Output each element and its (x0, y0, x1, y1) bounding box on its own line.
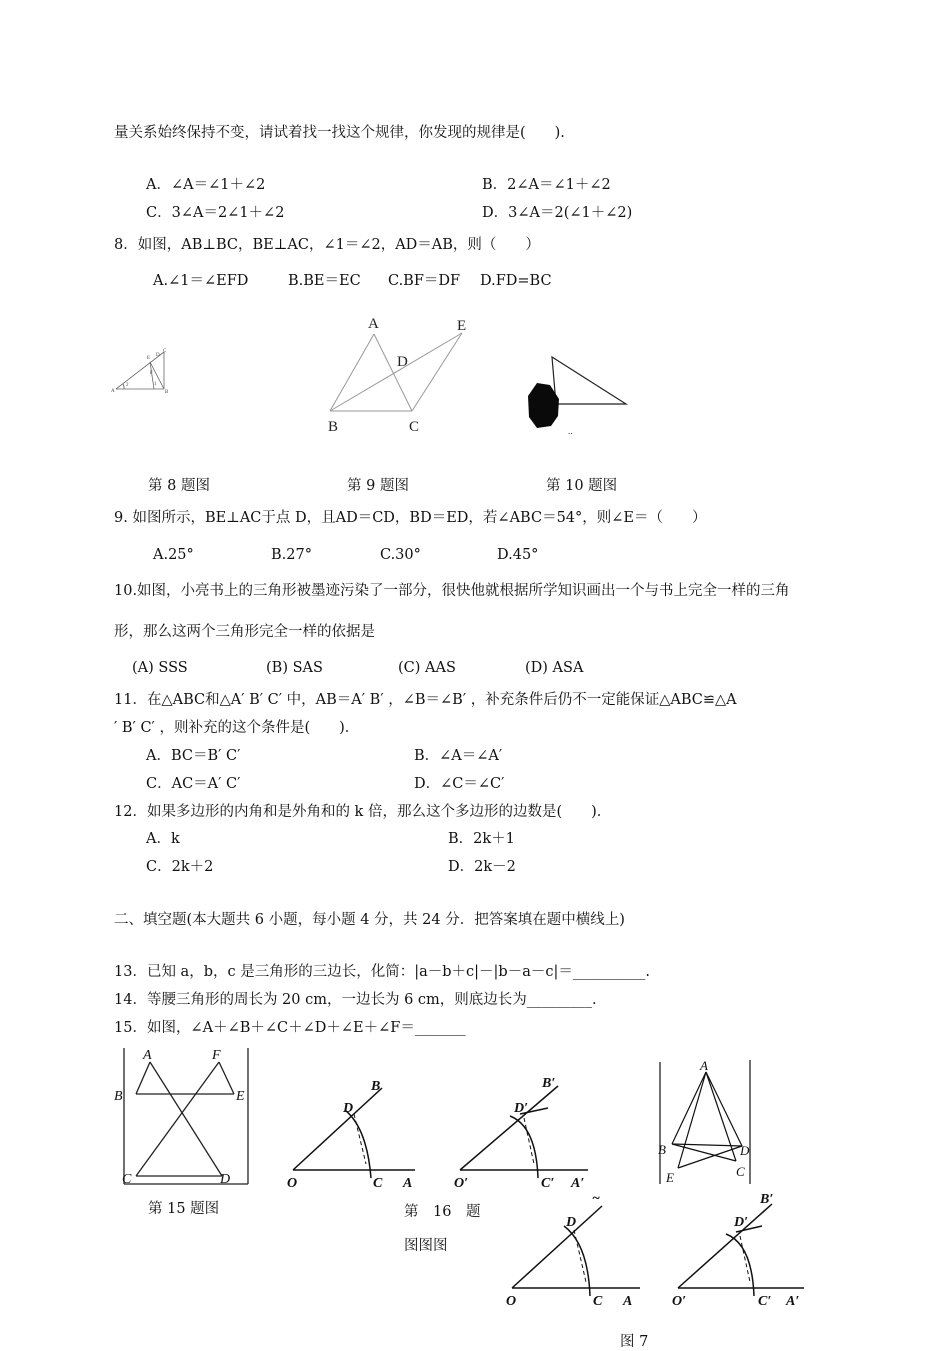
q8-option-c: C.BF＝DF (388, 273, 461, 289)
fig9-label-d: D (397, 354, 408, 370)
construction-2 (450, 1074, 595, 1192)
c3-mark: ~ (592, 1191, 600, 1206)
fig8-label-d: D (156, 353, 160, 358)
q11-option-d: D．∠C＝∠C′ (414, 776, 505, 792)
q9-option-b: B.27° (271, 547, 312, 563)
c1-label-a: A (403, 1176, 413, 1191)
fig9-label-c: C (409, 419, 420, 435)
fig15-label-e: E (236, 1089, 245, 1104)
c1-label-c: C (373, 1176, 383, 1191)
q9-stem: 9. 如图所示，BE⊥AC于点 D，且AD＝CD，BD＝ED，若∠ABC＝54°，则∠E＝（ ） (114, 510, 707, 526)
fig8-label-a: A (111, 389, 115, 394)
q9-option-a: A.25° (153, 547, 194, 563)
q14-text: 14．等腰三角形的周长为 20 cm，一边长为 6 cm，则底边长为_________. (114, 992, 597, 1008)
fig15-label-a: A (143, 1048, 152, 1063)
fig16-caption-line1: 第 16 题 (404, 1204, 481, 1220)
c4-label-c: C′ (758, 1294, 772, 1309)
figae-label-d: D (740, 1143, 750, 1158)
q11-stem-line2: ′ B′ C′ ，则补充的这个条件是( )． (114, 720, 360, 736)
fig8-label-b: B (165, 390, 169, 395)
q10-stem-line1: 10.如图，小亮书上的三角形被墨迹污染了一部分，很快他就根据所学知识画出一个与书上完全一样的三角 (114, 583, 790, 599)
q9-option-c: C.30° (380, 547, 421, 563)
fig15-label-b: B (114, 1089, 123, 1104)
q9-option-d: D.45° (497, 547, 539, 563)
fig15-label-d: D (220, 1172, 231, 1187)
fig8-label-1: 1 (154, 382, 157, 387)
c2-label-b: B′ (542, 1076, 556, 1091)
c1-label-o: O (287, 1176, 298, 1191)
figure-10 (525, 352, 635, 440)
q12-option-c: C．2k＋2 (146, 859, 214, 875)
fig8-label-f: F (150, 371, 153, 376)
q10-option-d: (D) ASA (525, 660, 584, 676)
c3-label-a: A (623, 1294, 633, 1309)
q10-option-a: (A) SSS (132, 660, 188, 676)
c2-label-c: C′ (541, 1176, 555, 1191)
fig15-label-c: C (122, 1172, 132, 1187)
fig8-label-2: 2 (126, 383, 129, 388)
c3-label-c: C (593, 1294, 603, 1309)
q7-stem: 量关系始终保持不变，请试着找一找这个规律，你发现的规律是( ). (114, 125, 565, 141)
q8-option-a: A.∠1＝∠EFD (153, 273, 249, 289)
construction-1 (285, 1074, 425, 1192)
figae-label-b: B (658, 1142, 666, 1157)
construction-3 (500, 1192, 645, 1310)
fig8-caption: 第 8 题图 (148, 478, 210, 494)
q15-text: 15．如图，∠A＋∠B＋∠C＋∠D＋∠E＋∠F＝_______ (114, 1020, 466, 1036)
q11-stem-line1: 11．在△ABC和△A′ B′ C′ 中，AB＝A′ B′ ，∠B＝∠B′ ，补充条件后仍不一定能保证△ABC≌△A (114, 692, 737, 708)
fig9-label-e: E (457, 318, 467, 334)
q12-stem: 12．如果多边形的内角和是外角和的 k 倍，那么这个多边形的边数是( )． (114, 804, 612, 820)
figae-label-c: C (736, 1164, 745, 1179)
q10-stem-line2: 形，那么这两个三角形完全一样的依据是 (114, 624, 375, 640)
fig8-label-c: C (163, 349, 167, 354)
fig15-label-f: F (212, 1048, 221, 1063)
fig16-caption-line2: 图图图 (404, 1238, 448, 1254)
fig9-label-a: A (368, 316, 379, 332)
fig10-caption: 第 10 题图 (546, 478, 618, 494)
c2-label-o: O′ (454, 1176, 469, 1191)
fig9-label-b: B (328, 419, 339, 435)
q7-option-c: C．3∠A＝2∠1＋∠2 (146, 205, 285, 221)
section2-heading: 二、填空题(本大题共 6 小题，每小题 4 分，共 24 分．把答案填在题中横线上) (114, 912, 625, 928)
c2-label-d: D′ (514, 1101, 529, 1116)
figure-overlapping-triangles (652, 1056, 757, 1188)
c1-label-b: B (371, 1079, 381, 1094)
c3-label-o: O (506, 1294, 517, 1309)
c4-label-b: B′ (760, 1192, 774, 1207)
q10-option-b: (B) SAS (266, 660, 323, 676)
q12-option-b: B．2k＋1 (448, 831, 515, 847)
figae-label-e: E (666, 1170, 674, 1185)
figure-9 (320, 310, 480, 438)
q12-option-a: A．k (146, 831, 180, 847)
c1-label-d: D (343, 1101, 354, 1116)
q11-option-c: C．AC＝A′ C′ (146, 776, 241, 792)
fig10-mark: .. (568, 426, 573, 436)
fig9-caption: 第 9 题图 (347, 478, 409, 494)
q11-option-b: B．∠A＝∠A′ (414, 748, 503, 764)
q13-text: 13．已知 a，b，c 是三角形的三边长，化简：|a－b＋c|－|b－a－c|＝__________. (114, 964, 650, 980)
q7-option-b: B．2∠A＝∠1＋∠2 (482, 177, 611, 193)
figae-label-a: A (700, 1058, 708, 1073)
figure-15 (112, 1044, 252, 1188)
q7-option-d: D．3∠A＝2(∠1＋∠2) (482, 205, 633, 221)
q8-stem: 8．如图，AB⊥BC，BE⊥AC，∠1＝∠2，AD＝AB，则（ ） (114, 237, 540, 253)
q7-option-a: A．∠A＝∠1＋∠2 (146, 177, 266, 193)
q10-option-c: (C) AAS (398, 660, 456, 676)
c2-label-a: A′ (571, 1176, 585, 1191)
fig15-caption: 第 15 题图 (148, 1201, 220, 1217)
fig8-label-e: E (147, 356, 151, 361)
q8-option-b: B.BE＝EC (288, 273, 361, 289)
figure-8 (110, 344, 172, 396)
construction-4 (668, 1186, 813, 1310)
q12-option-d: D．2k－2 (448, 859, 516, 875)
figure-7-caption: 图 7 (620, 1334, 649, 1350)
q11-option-a: A．BC＝B′ C′ (146, 748, 241, 764)
c4-label-a: A′ (786, 1294, 800, 1309)
c4-label-d: D′ (734, 1215, 749, 1230)
c4-label-o: O′ (672, 1294, 687, 1309)
c3-label-d: D (566, 1215, 577, 1230)
q8-option-d: D.FD=BC (480, 273, 552, 289)
